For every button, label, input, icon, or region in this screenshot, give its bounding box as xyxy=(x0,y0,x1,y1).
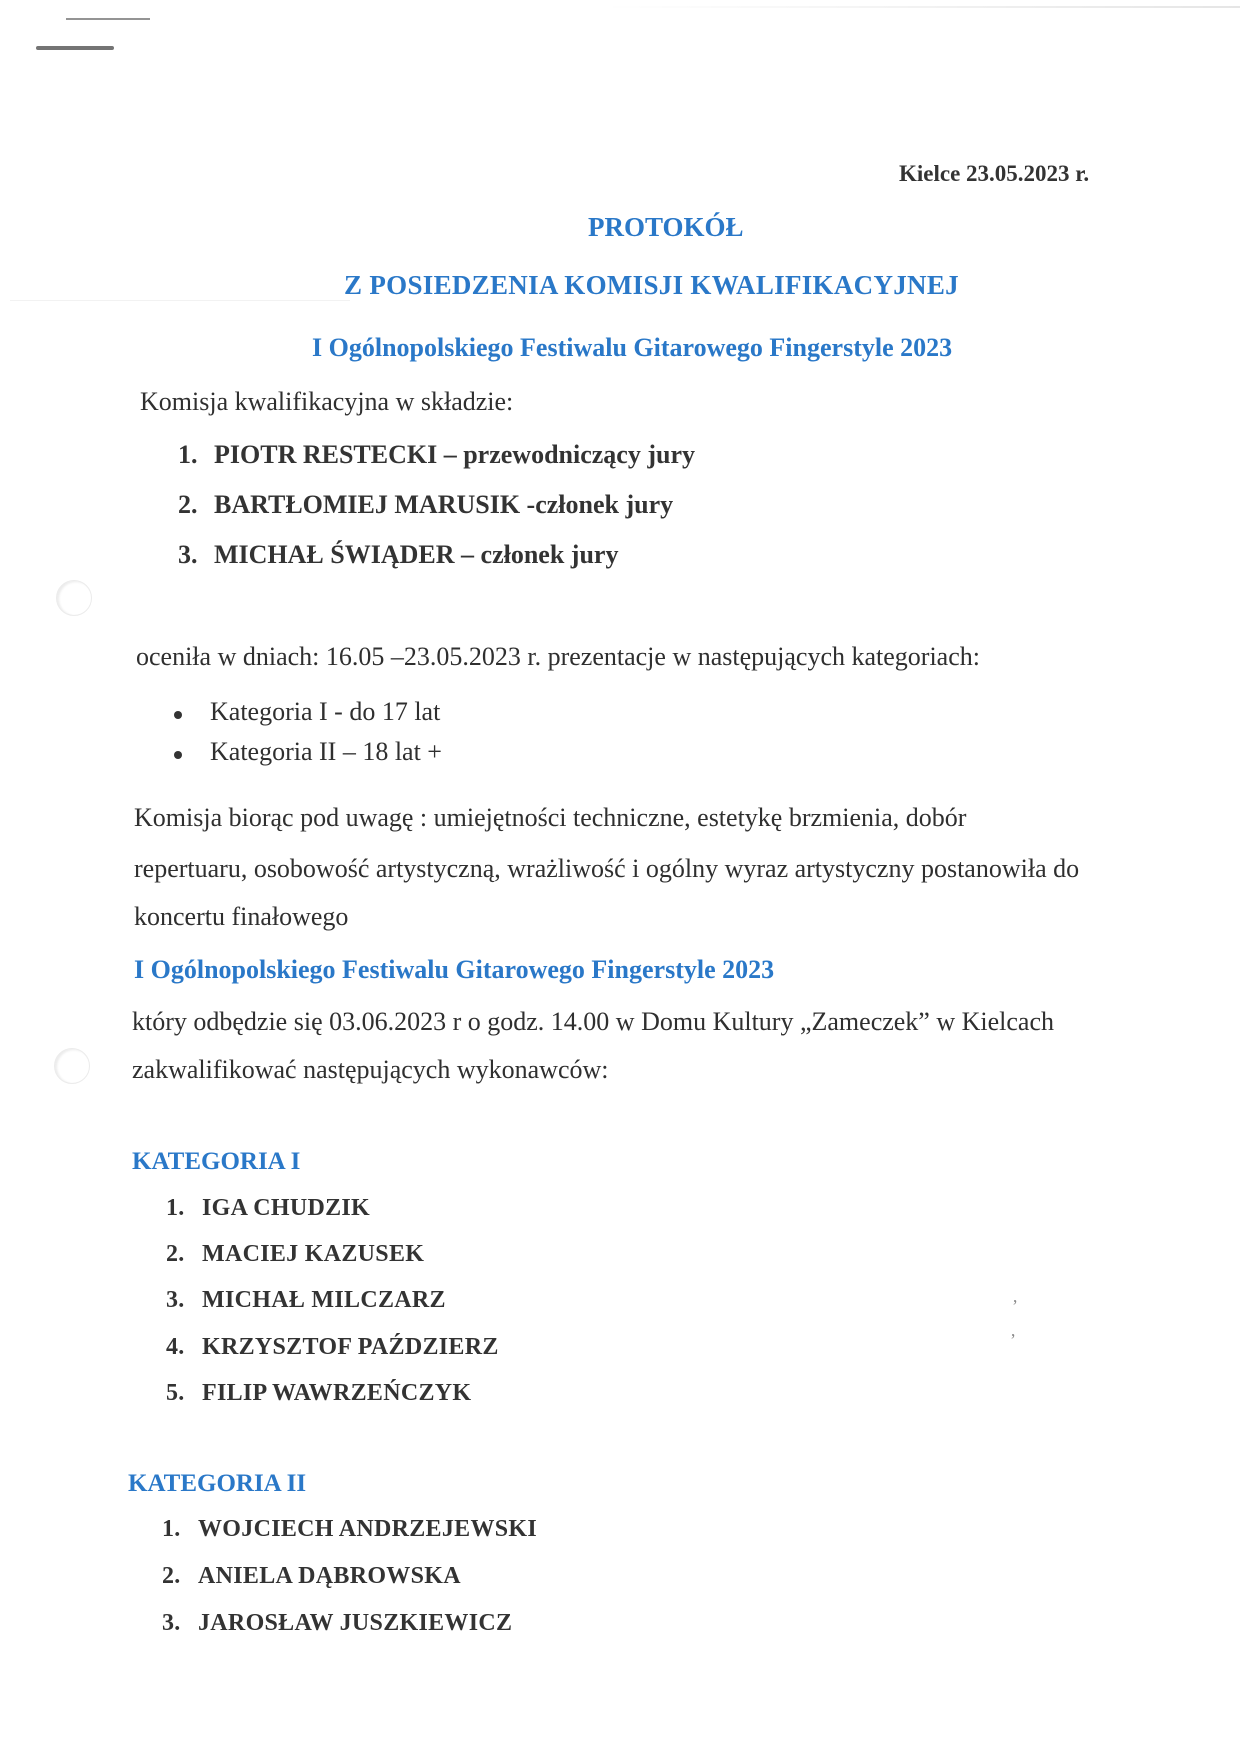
paragraph-line: Komisja biorąc pod uwagę : umiejętności techniczne, estetykę brzmienia, dobór xyxy=(134,803,967,832)
performer-number: 5. xyxy=(166,1380,185,1406)
performer-item xyxy=(166,1334,499,1361)
performer-item xyxy=(162,1610,512,1637)
committee-intro: Komisja kwalifikacyjna w składzie: xyxy=(140,387,514,416)
jury-item xyxy=(178,440,695,470)
evaluation-text: oceniła w dniach: 16.05 –23.05.2023 r. prezentacje w następujących kategoriach: xyxy=(136,642,980,671)
document-date: Kielce 23.05.2023 r. xyxy=(899,161,1090,186)
jury-member: PIOTR RESTECKI – przewodniczący jury xyxy=(214,440,695,469)
paragraph-line: który odbędzie się 03.06.2023 r o godz. 14.00 w Domu Kultury „Zameczek” w Kielcach xyxy=(132,1007,1055,1036)
scan-line-artifact xyxy=(10,300,350,301)
bullet-icon xyxy=(174,711,182,719)
punch-hole-mark xyxy=(54,1048,90,1084)
document-title: PROTOKÓŁ xyxy=(588,212,744,242)
category-2-heading: KATEGORIA II xyxy=(128,1470,307,1497)
performer-number: 3. xyxy=(166,1287,185,1313)
performer-name: JAROSŁAW JUSZKIEWICZ xyxy=(198,1610,513,1636)
paragraph-line: zakwalifikować następujących wykonawców: xyxy=(132,1055,609,1084)
scan-mark-artifact xyxy=(36,46,114,50)
performer-number: 1. xyxy=(162,1516,181,1542)
bullet-icon xyxy=(174,751,182,759)
performer-number: 4. xyxy=(166,1334,185,1360)
category-list-item: Kategoria II – 18 lat + xyxy=(210,737,442,766)
performer-item xyxy=(166,1195,370,1222)
performer-name: MACIEJ KAZUSEK xyxy=(202,1241,425,1267)
performer-name: IGA CHUDZIK xyxy=(202,1195,370,1221)
performer-number: 2. xyxy=(162,1563,181,1589)
performer-item xyxy=(166,1380,471,1407)
performer-number: 1. xyxy=(166,1195,185,1221)
performer-name: MICHAŁ MILCZARZ xyxy=(202,1287,446,1313)
paragraph-line: repertuaru, osobowość artystyczną, wrażliwość i ogólny wyraz artystyczny postanowiła do xyxy=(134,854,1080,883)
performer-item xyxy=(162,1516,537,1543)
performer-item xyxy=(166,1287,446,1314)
category-1-heading: KATEGORIA I xyxy=(132,1148,301,1175)
performer-name: ANIELA DĄBROWSKA xyxy=(198,1563,461,1589)
performer-number: 2. xyxy=(166,1241,185,1267)
festival-name-inline: I Ogólnopolskiego Festiwalu Gitarowego Fingerstyle 2023 xyxy=(134,955,775,984)
performer-number: 3. xyxy=(162,1610,181,1636)
performer-name: FILIP WAWRZEŃCZYK xyxy=(202,1380,472,1406)
punch-hole-mark xyxy=(56,580,92,616)
jury-item xyxy=(178,540,618,570)
performer-item xyxy=(162,1563,461,1590)
scan-edge-artifact xyxy=(600,6,1240,8)
performer-item xyxy=(166,1241,424,1268)
scan-speck: ʼ xyxy=(1012,1296,1018,1316)
jury-item xyxy=(178,490,673,520)
jury-number: 1. xyxy=(178,440,198,469)
paragraph-line: koncertu finałowego xyxy=(134,902,349,931)
scan-mark-artifact xyxy=(66,18,150,20)
category-list-item: Kategoria I - do 17 lat xyxy=(210,697,441,726)
jury-member: MICHAŁ ŚWIĄDER – członek jury xyxy=(214,540,619,569)
jury-member: BARTŁOMIEJ MARUSIK -członek jury xyxy=(214,490,674,519)
jury-number: 2. xyxy=(178,490,198,519)
document-subtitle: Z POSIEDZENIA KOMISJI KWALIFIKACYJNEJ xyxy=(344,270,959,300)
performer-name: WOJCIECH ANDRZEJEWSKI xyxy=(198,1516,538,1542)
jury-number: 3. xyxy=(178,540,198,569)
scan-speck: ʼ xyxy=(1010,1330,1016,1350)
performer-name: KRZYSZTOF PAŹDZIERZ xyxy=(202,1334,499,1360)
festival-name: I Ogólnopolskiego Festiwalu Gitarowego Fingerstyle 2023 xyxy=(312,333,953,362)
